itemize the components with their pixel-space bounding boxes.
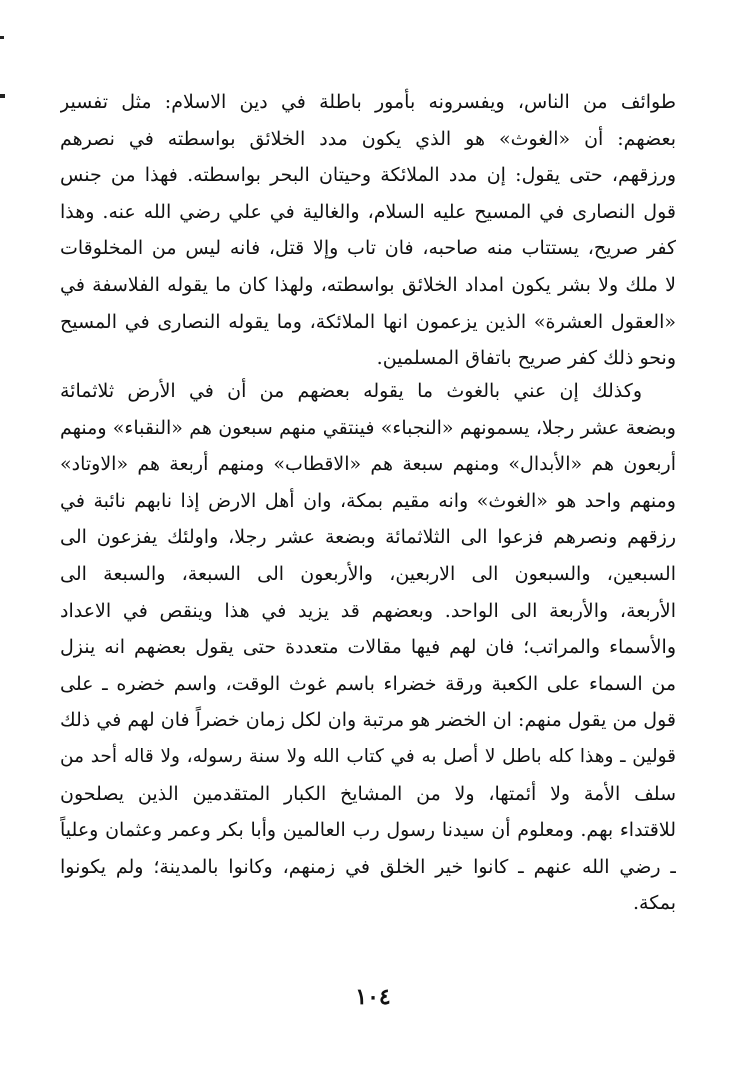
- text-line: كفر صريح، يستتاب منه صاحبه، فان تاب وإلا قتل، فانه ليس من المخلوقات: [60, 237, 676, 260]
- text-line: لا ملك ولا بشر يكون امداد الخلائق بواسطته، ولهذا كان ما يقوله الفلاسفة في: [60, 273, 676, 296]
- scan-edge-mark: [0, 94, 5, 98]
- text-line: «العقول العشرة» الذين يزعمون انها الملائكة، وما يقوله النصارى في المسيح: [60, 310, 676, 333]
- page-number: ١٠٤: [355, 984, 391, 1010]
- text-line: أربعون هم «الأبدال» ومنهم سبعة هم «الاقطاب» ومنهم أربعة هم «الاوتاد»: [60, 453, 676, 476]
- text-line: طوائف من الناس، ويفسرونه بأمور باطلة في دين الاسلام: مثل تفسير: [60, 91, 676, 113]
- text-line: بعضهم: أن «الغوث» هو الذي يكون مدد الخلائق بواسطته في نصرهم: [60, 127, 676, 150]
- text-line: وبضعة عشر رجلا، يسمونهم «النجباء» فينتقي منهم سبعون هم «النقباء» ومنهم: [60, 416, 676, 439]
- text-line: رزقهم ونصرهم فزعوا الى الثلاثمائة وبضعة عشر رجلا، واولئك يفزعون الى: [60, 526, 676, 549]
- paragraph-2: [60, 373, 676, 922]
- text-line: للاقتداء بهم. ومعلوم أن سيدنا رسول رب العالمين وأبا بكر وعمر وعثمان وعلياً: [60, 819, 676, 842]
- paragraph-1: [60, 84, 676, 377]
- text-line: ونحو ذلك كفر صريح باتفاق المسلمين.: [376, 347, 676, 370]
- text-line: بمكة.: [633, 892, 676, 915]
- text-line: من السماء على الكعبة ورقة خضراء باسم غوث الوقت، واسم خضره ـ على: [60, 672, 676, 695]
- text-line: قولين ـ وهذا كله باطل لا أصل به في كتاب الله ولا سنة رسوله، ولا قاله أحد من: [60, 745, 676, 767]
- text-line: ورزقهم، حتى يقول: إن مدد الملائكة وحيتان البحر بواسطته. فهذا من جنس: [60, 164, 676, 187]
- text-line: ـ رضي الله عنهم ـ كانوا خير الخلق في زمنهم، وكانوا بالمدينة؛ ولم يكونوا: [60, 855, 676, 878]
- text-line: والأسماء والمراتب؛ فان لهم فيها مقالات متعددة حتى يقول بعضهم انه ينزل: [60, 636, 676, 659]
- text-line: قول النصارى في المسيح عليه السلام، والغالية في علي رضي الله عنه. وهذا: [60, 200, 676, 223]
- scan-edge-mark: [0, 36, 4, 39]
- text-line: قول من يقول منهم: ان الخضر هو مرتبة وان لكل زمان خضراً فان لهم في ذلك: [60, 709, 676, 732]
- text-line: وكذلك إن عني بالغوث ما يقوله بعضهم من أن في الأرض ثلاثمائة: [60, 380, 642, 402]
- text-line: الأربعة، والأربعة الى الواحد. وبعضهم قد يزيد في هذا وينقص في الاعداد: [60, 599, 676, 622]
- text-line: السبعين، والسبعون الى الاربعين، والأربعون الى السبعة، والسبعة الى: [60, 562, 676, 585]
- text-line: ومنهم واحد هو «الغوث» وانه مقيم بمكة، وان أهل الارض إذا نابهم نائبة في: [60, 489, 676, 512]
- text-line: سلف الأمة ولا أئمتها، ولا من المشايخ الكبار المتقدمين الذين يصلحون: [60, 782, 676, 805]
